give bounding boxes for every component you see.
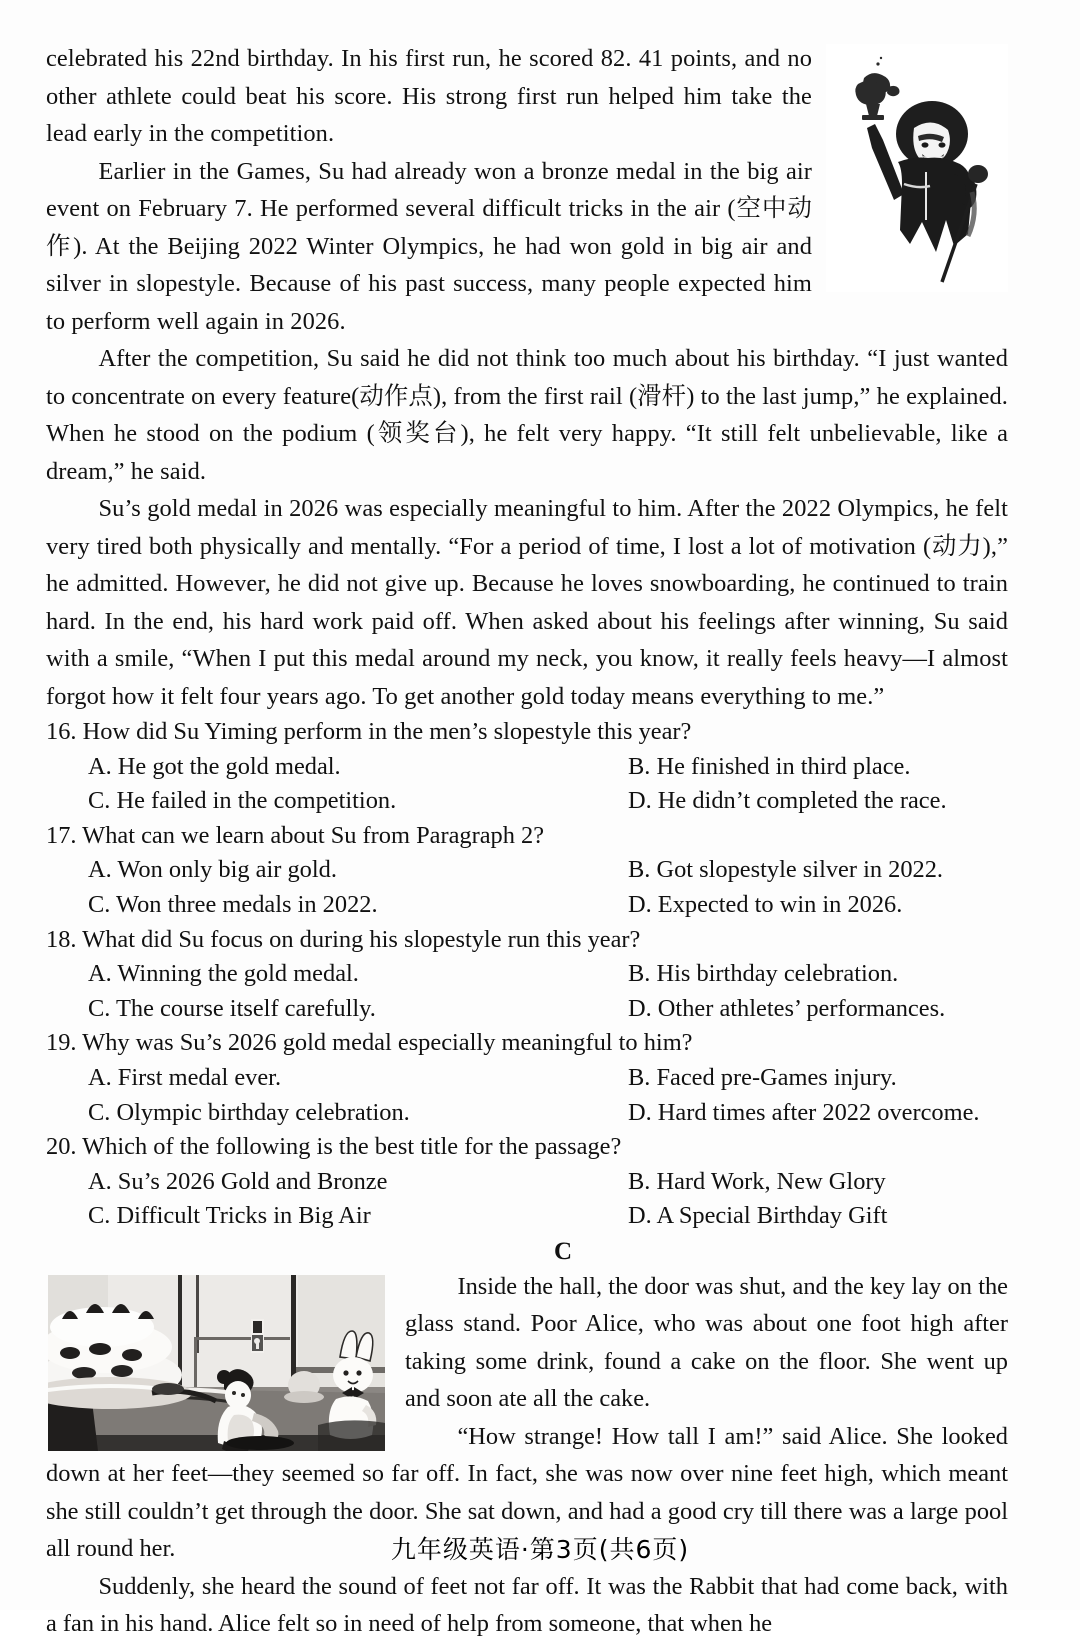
question-17-option-b[interactable]: B. Got slopestyle silver in 2022.	[628, 856, 944, 884]
passage-c-paragraph-2: “How strange! How tall I am!” said Alice. She looked down at her feet—they seemed so far off. In fact, she was now over nine feet high, which meant she still couldn’t get through the door. She sat down, and had a good cry till there was a large pool all round her.	[46, 1422, 1008, 1563]
passage-b-paragraph-3: After the competition, Su said he did not think too much about his birthday. “I just wanted to concentrate on every feature(动作点), from the first rail (滑杆) to the last jump,” he explained. When he stood on the podium (领奖台), he felt very happy. “It still felt unbelievable, like a dream,” he said.	[46, 345, 1008, 485]
passage-b-paragraph-1: celebrated his 22nd birthday. In his first run, he scored 82. 41 points, and no other athlete could beat his score. His strong first run helped him take the lead early in the competition.	[46, 45, 812, 147]
question-19-stem	[46, 1026, 1008, 1061]
question-16-options-row-1	[46, 750, 1008, 785]
question-18	[46, 923, 1008, 1027]
question-17-options-row-1	[46, 853, 1008, 888]
question-19-option-c[interactable]: C. Olympic birthday celebration.	[88, 1098, 410, 1126]
passage-c-paragraph-1: Inside the hall, the door was shut, and the key lay on the glass stand. Poor Alice, who was about one foot high after taking some drink, found a cake on the floor. She went up and soon ate all the cake.	[405, 1272, 1008, 1413]
question-20-option-a[interactable]: A. Su’s 2026 Gold and Bronze	[88, 1167, 388, 1195]
question-18-option-a[interactable]: A. Winning the gold medal.	[88, 960, 359, 988]
question-16-option-a[interactable]: A. He got the gold medal.	[88, 752, 341, 780]
question-17-stem	[46, 819, 1008, 854]
question-19-option-a[interactable]: A. First medal ever.	[88, 1063, 282, 1091]
question-16-text: How did Su Yiming perform in the men’s slopestyle this year?	[82, 718, 692, 745]
question-17-option-c[interactable]: C. Won three medals in 2022.	[88, 890, 378, 918]
question-18-option-d[interactable]: D. Other athletes’ performances.	[628, 994, 946, 1022]
passage-c-paragraph-3: Suddenly, she heard the sound of feet not far off. It was the Rabbit that had come back, with a fan in his hand. Alice felt so in need of help from someone, that when he	[46, 1572, 1008, 1638]
question-17	[46, 819, 1008, 923]
question-16-number: 16.	[46, 718, 77, 745]
passage-b-paragraph-2: Earlier in the Games, Su had already won a bronze medal in the big air event on February 7. He performed several difficult tricks in the air (空中动作). At the Beijing 2022 Winter Olympics, he had won gold in big air and silver in slopestyle. Because of his past success, many people expected him to perform well again in 2026.	[46, 157, 812, 335]
question-19-options-row-2	[46, 1096, 1008, 1131]
question-20-stem	[46, 1130, 1008, 1165]
question-19-text: Why was Su’s 2026 gold medal especially meaningful to him?	[82, 1029, 693, 1057]
question-20-options-row-2	[46, 1199, 1008, 1234]
question-19	[46, 1026, 1008, 1130]
question-19-option-b[interactable]: B. Faced pre-Games injury.	[628, 1063, 897, 1091]
question-17-options-row-2	[46, 888, 1008, 923]
section-c-letter: C	[553, 1237, 573, 1265]
question-17-text: What can we learn about Su from Paragraph 2?	[82, 821, 545, 849]
question-20-option-d[interactable]: D. A Special Birthday Gift	[628, 1202, 888, 1230]
snowboarder-illustration-icon	[826, 44, 1008, 292]
question-20	[46, 1130, 1008, 1234]
question-20-options-row-1	[46, 1165, 1008, 1200]
question-16	[46, 715, 1008, 819]
question-18-options-row-2	[46, 992, 1008, 1027]
question-20-option-b[interactable]: B. Hard Work, New Glory	[628, 1167, 886, 1195]
question-19-options-row-1	[46, 1061, 1008, 1096]
question-18-number: 18.	[46, 925, 77, 953]
question-20-option-c[interactable]: C. Difficult Tricks in Big Air	[88, 1202, 371, 1230]
page-content	[46, 40, 1008, 1643]
question-17-option-d[interactable]: D. Expected to win in 2026.	[628, 890, 903, 918]
question-16-stem	[46, 715, 1008, 750]
alice-figure	[48, 1275, 385, 1451]
question-19-option-d[interactable]: D. Hard times after 2022 overcome.	[628, 1098, 980, 1126]
question-17-number: 17.	[46, 821, 77, 849]
passage-b-paragraph-4: Su’s gold medal in 2026 was especially meaningful to him. After the 2022 Olympics, he felt very tired both physically and mentally. “For a period of time, I lost a lot of motivation (动力),” he admitted. However, he did not give up. Because he loves snowboarding, he continued to train hard. In the end, his hard work paid off. When asked about his feelings after winning, Su said with a smile, “When I put this medal around my neck, you know, it really feels heavy—I almost forgot how it felt four years ago. To get another gold today means everything to me.”	[46, 495, 1008, 710]
question-18-text: What did Su focus on during his slopestyle run this year?	[82, 925, 641, 953]
question-16-option-c[interactable]: C. He failed in the competition.	[88, 787, 397, 815]
question-16-option-d[interactable]: D. He didn’t completed the race.	[628, 787, 947, 815]
question-16-option-b[interactable]: B. He finished in third place.	[628, 752, 911, 780]
question-16-options-row-2	[46, 784, 1008, 819]
question-19-number: 19.	[46, 1029, 77, 1057]
page-footer: 九年级英语·第3页(共6页)	[390, 1535, 690, 1564]
alice-illustration-icon	[48, 1275, 385, 1451]
question-20-number: 20.	[46, 1133, 77, 1161]
question-18-option-b[interactable]: B. His birthday celebration.	[628, 960, 899, 988]
question-18-options-row-1	[46, 957, 1008, 992]
question-20-text: Which of the following is the best title for the passage?	[82, 1133, 622, 1161]
question-18-stem	[46, 923, 1008, 958]
question-17-option-a[interactable]: A. Won only big air gold.	[88, 856, 337, 884]
question-18-option-c[interactable]: C. The course itself carefully.	[88, 994, 376, 1022]
snowboarder-figure	[826, 44, 1008, 292]
